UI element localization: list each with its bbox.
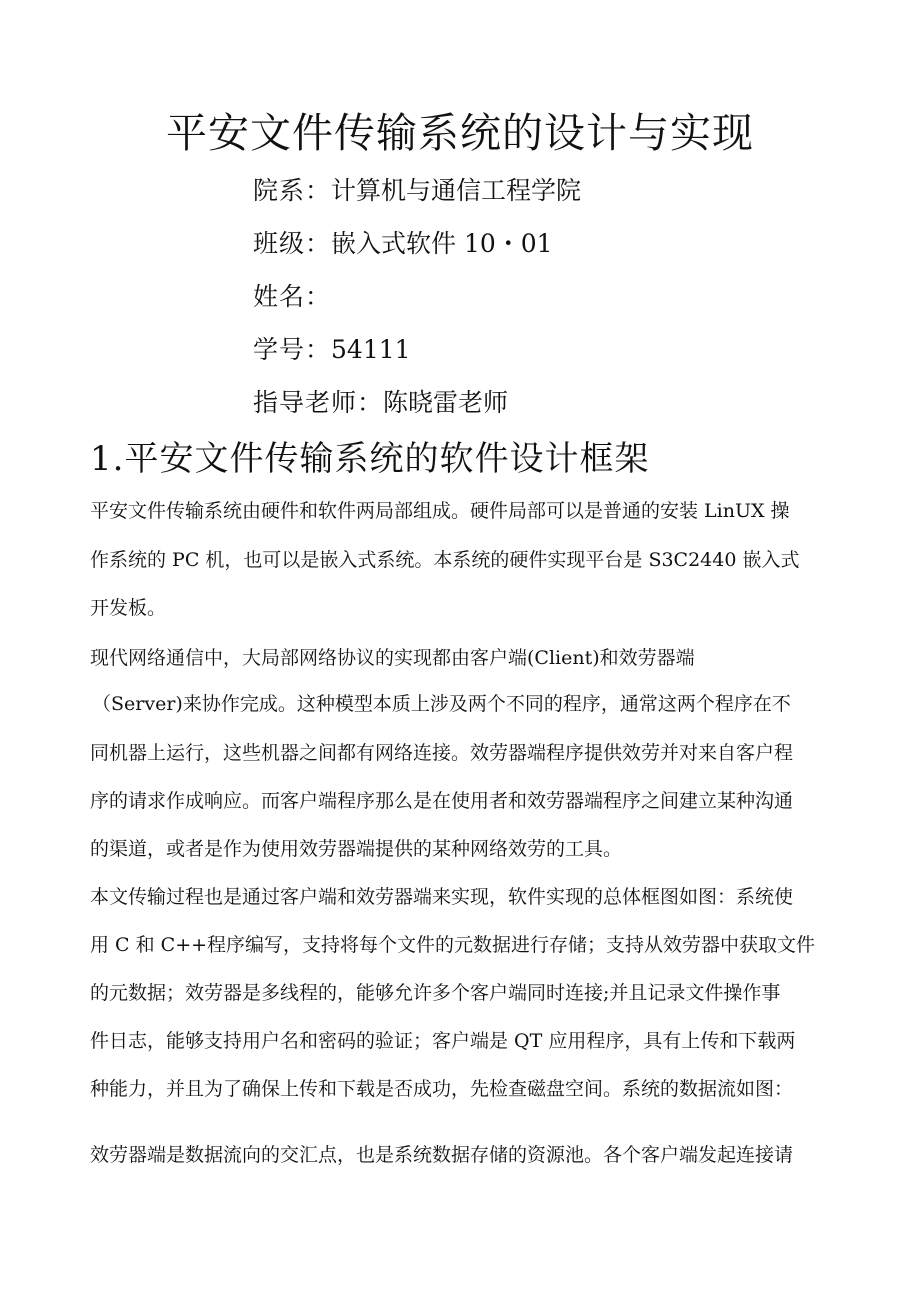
body-line: 开发板。 bbox=[90, 597, 167, 619]
info-class-value: 嵌入式软件 10・01 bbox=[331, 229, 553, 258]
info-name-label: 姓名： bbox=[253, 282, 332, 311]
body-line: 件日志，能够支持用户名和密码的验证；客户端是 QT 应用程序，具有上传和下载两 bbox=[90, 1030, 796, 1052]
info-student-id bbox=[253, 334, 411, 366]
info-student-id-label: 学号： bbox=[253, 335, 332, 364]
info-advisor bbox=[253, 387, 508, 419]
body-line: 本文传输过程也是通过客户端和效劳器端来实现，软件实现的总体框图如图：系统使 bbox=[90, 886, 794, 908]
info-name bbox=[253, 281, 331, 313]
info-advisor-value: 陈晓雷老师 bbox=[383, 388, 509, 417]
info-student-id-value: 54111 bbox=[331, 335, 411, 364]
body-line: 的元数据；效劳器是多线程的，能够允许多个客户端同时连接;并且记录文件操作事 bbox=[90, 982, 781, 1004]
body-line: 效劳器端是数据流向的交汇点，也是系统数据存储的资源池。各个客户端发起连接请 bbox=[90, 1144, 794, 1166]
body-line: 同机器上运行，这些机器之间都有网络连接。效劳器端程序提供效劳并对来自客户程 bbox=[90, 742, 794, 764]
info-class bbox=[253, 228, 553, 260]
body-line: （Server)来协作完成。这种模型本质上涉及两个不同的程序，通常这两个程序在不 bbox=[92, 693, 791, 715]
info-department-label: 院系： bbox=[253, 176, 332, 205]
document-title: 平安文件传输系统的设计与实现 bbox=[166, 109, 754, 157]
body-line: 种能力，并且为了确保上传和下载是否成功，先检查磁盘空间。系统的数据流如图： bbox=[90, 1078, 794, 1100]
body-line: 用 C 和 C++程序编写，支持将每个文件的元数据进行存储；支持从效劳器中获取文件 bbox=[90, 934, 816, 956]
body-line: 现代网络通信中，大局部网络协议的实现都由客户端(Client)和效劳器端 bbox=[90, 647, 695, 669]
body-line: 平安文件传输系统由硬件和软件两局部组成。硬件局部可以是普通的安装 LinUX 操 bbox=[90, 500, 790, 522]
info-class-label: 班级： bbox=[253, 229, 332, 258]
body-line: 作系统的 PC 机，也可以是嵌入式系统。本系统的硬件实现平台是 S3C2440 嵌入式 bbox=[90, 549, 800, 571]
info-department-value: 计算机与通信工程学院 bbox=[331, 176, 582, 205]
section-heading: 1.平安文件传输系统的软件设计框架 bbox=[90, 439, 650, 479]
info-department bbox=[253, 175, 581, 207]
body-line: 序的请求作成响应。而客户端程序那么是在使用者和效劳器端程序之间建立某种沟通 bbox=[90, 790, 794, 812]
body-line: 的渠道，或者是作为使用效劳器端提供的某种网络效劳的工具。 bbox=[90, 838, 623, 860]
info-advisor-label: 指导老师： bbox=[253, 388, 384, 417]
